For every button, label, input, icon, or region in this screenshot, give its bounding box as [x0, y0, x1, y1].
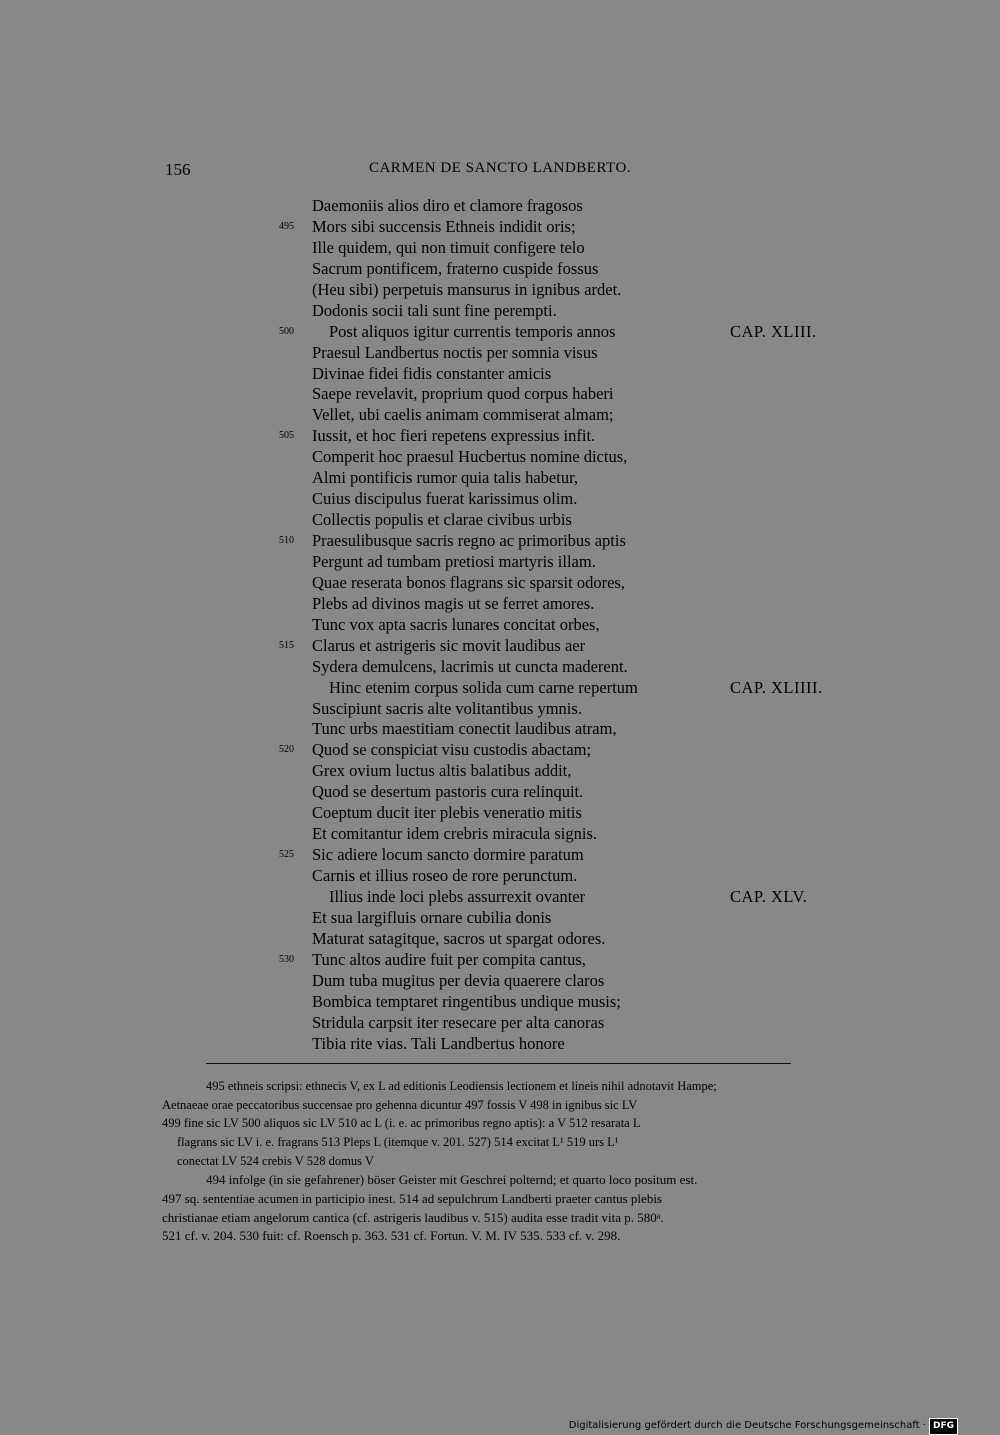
- verse-line: [0, 196, 1000, 217]
- funding-credit: [569, 1418, 958, 1433]
- verse-text: Mors sibi succensis Ethneis indidit oris;: [312, 216, 576, 236]
- verse-text: Tunc vox apta sacris lunares concitat orbes,: [312, 614, 600, 634]
- verse-text: Tunc urbs maestitiam conectit laudibus atram,: [312, 719, 617, 739]
- page-header: [0, 160, 1000, 182]
- verse-text: Praesul Landbertus noctis per somnia visus: [312, 342, 598, 362]
- verse-number: 525: [279, 849, 294, 861]
- verse-line: [0, 510, 1000, 531]
- verse-number: 510: [279, 535, 294, 546]
- verse-text: Pergunt ad tumbam pretiosi martyris illam.: [312, 551, 596, 571]
- verse-text: Et comitantur idem crebris miracula signis.: [312, 824, 598, 844]
- verse-text: Tibia rite vias. Tali Landbertus honore: [312, 1033, 565, 1053]
- verse-text: Suscipiunt sacris alte volitantibus ymnis.: [312, 698, 582, 718]
- critical-note-line: flagrans sic LV i. e. fragrans 513 Pleps L (itemque v. 201. 527) 514 excitat L¹ 519 urs L¹: [177, 1135, 619, 1150]
- verse-line: [0, 866, 1000, 887]
- verse-line: [0, 678, 1000, 699]
- page-number: 156: [165, 160, 191, 179]
- verse-text: Almi pontificis rumor quia talis habetur,: [312, 468, 579, 488]
- verse-line: [0, 615, 1000, 636]
- verse-number: 495: [279, 220, 294, 232]
- verse-text: Saepe revelavit, proprium quod corpus haberi: [312, 384, 614, 404]
- footnote-rule: [206, 1063, 791, 1064]
- verse-line: [0, 657, 1000, 678]
- verse-line: [0, 384, 1000, 405]
- verse-line: [0, 636, 1000, 657]
- explanatory-note-line: 494 infolge (in sie gefahrener) böser Geister mit Geschrei polternd; et quarto loco positum est.: [206, 1172, 698, 1187]
- verse-line: [0, 782, 1000, 803]
- verse-line: [0, 301, 1000, 322]
- verse-text: Illius inde loci plebs assurrexit ovanter: [329, 886, 586, 906]
- verse-line: [0, 364, 1000, 385]
- verse-line: [0, 803, 1000, 824]
- verse-text: Cuius discipulus fuerat karissimus olim.: [312, 489, 578, 509]
- verse-line: [0, 343, 1000, 364]
- verse-text: (Heu sibi) perpetuis mansurus in ignibus ardet.: [312, 279, 622, 299]
- verse-line: [0, 594, 1000, 615]
- verse-line: [0, 971, 1000, 992]
- verse-text: Quod se desertum pastoris cura relinquit.: [312, 782, 584, 802]
- verse-text: Maturat satagitque, sacros ut spargat odores.: [312, 928, 606, 948]
- funding-credit-text: Digitalisierung gefördert durch die Deutsche Forschungsgemeinschaft ·: [568, 1420, 926, 1431]
- verse-line: [0, 761, 1000, 782]
- explanatory-note-line: christianae etiam angelorum cantica (cf. astrigeris laudibus v. 515) audita esse tradit vita p. 580ᵃ.: [162, 1209, 664, 1225]
- verse-line: [0, 824, 1000, 845]
- verse-text: Grex ovium luctus altis balatibus addit,: [312, 761, 572, 781]
- explanatory-note-line: 521 cf. v. 204. 530 fuit: cf. Roensch p. 363. 531 cf. Fortun. V. M. IV 535. 533 cf. v. 298.: [162, 1228, 621, 1244]
- verse-line: [0, 573, 1000, 594]
- verse-number: 515: [279, 639, 294, 651]
- explanatory-notes: [162, 1171, 835, 1246]
- verse-text: Hinc etenim corpus solida cum carne repertum: [329, 677, 638, 697]
- critical-note-line: 499 fine sic LV 500 aliquos sic LV 510 ac L (i. e. ac primoribus regno aptis): a V 512 resarata L: [162, 1116, 641, 1131]
- verse-text: Praesulibusque sacris regno ac primoribus aptis: [312, 531, 626, 550]
- verse-text: Daemoniis alios diro et clamore fragosos: [312, 196, 583, 215]
- verse-number: 505: [279, 430, 294, 442]
- verse-text: Quae reserata bonos flagrans sic sparsit odores,: [312, 572, 625, 592]
- poem-text: [0, 196, 1000, 1054]
- verse-line: [0, 217, 1000, 238]
- dfg-logo: DFG: [929, 1418, 958, 1435]
- verse-number: 530: [279, 953, 294, 965]
- verse-text: Dodonis socii tali sunt fine perempti.: [312, 300, 557, 320]
- verse-line: [0, 950, 1000, 971]
- verse-line: [0, 1013, 1000, 1034]
- verse-text: Bombica temptaret ringentibus undique musis;: [312, 991, 621, 1011]
- chapter-marker: CAP. XLIIII.: [730, 677, 823, 697]
- critical-note-line: Aetnaeae orae peccatoribus succensae pro gehenna dicuntur 497 fossis V 498 in ignibus sic LV: [162, 1097, 638, 1112]
- chapter-marker: CAP. XLV.: [730, 886, 808, 906]
- verse-text: Ille quidem, qui non timuit configere telo: [312, 237, 585, 257]
- verse-line: [0, 929, 1000, 950]
- verse-text: Dum tuba mugitus per devia quaerere claros: [312, 970, 605, 990]
- verse-line: [0, 322, 1000, 343]
- verse-text: Divinae fidei fidis constanter amicis: [312, 363, 552, 383]
- verse-line: [0, 531, 1000, 552]
- verse-text: Quod se conspiciat visu custodis abactam;: [312, 740, 592, 760]
- verse-line: [0, 489, 1000, 510]
- verse-text: Vellet, ubi caelis animam commiserat almam;: [312, 405, 614, 425]
- verse-line: [0, 238, 1000, 259]
- verse-text: Coeptum ducit iter plebis veneratio mitis: [312, 803, 582, 823]
- verse-line: [0, 405, 1000, 426]
- verse-line: [0, 259, 1000, 280]
- verse-text: Iussit, et hoc fieri repetens expressius infit.: [312, 426, 596, 446]
- critical-note-line: 495 ethneis scripsi: ethnecis V, ex L ad editionis Leodiensis lectionem et lineis nihil adnotavit Hampe;: [206, 1079, 717, 1093]
- verse-line: [0, 426, 1000, 447]
- verse-text: Et sua largifluis ornare cubilia donis: [312, 907, 552, 927]
- verse-line: [0, 719, 1000, 740]
- explanatory-note-line: 497 sq. sententiae acumen in participio inest. 514 ad sepulchrum Landberti praeter cantus plebis: [162, 1190, 662, 1206]
- verse-line: [0, 447, 1000, 468]
- verse-line: [0, 468, 1000, 489]
- critical-apparatus: [162, 1077, 835, 1170]
- verse-line: [0, 992, 1000, 1013]
- verse-text: Post aliquos igitur currentis temporis annos: [329, 321, 616, 341]
- verse-text: Carnis et illius roseo de rore perunctum.: [312, 866, 578, 885]
- verse-text: Sacrum pontificem, fraterno cuspide fossus: [312, 258, 599, 278]
- verse-number: 500: [279, 325, 294, 337]
- verse-line: [0, 1034, 1000, 1055]
- verse-line: [0, 552, 1000, 573]
- verse-text: Stridula carpsit iter resecare per alta canoras: [312, 1012, 605, 1032]
- verse-line: [0, 280, 1000, 301]
- verse-line: [0, 845, 1000, 866]
- running-title: CARMEN DE SANCTO LANDBERTO.: [368, 160, 632, 176]
- verse-line: [0, 699, 1000, 720]
- verse-line: [0, 887, 1000, 908]
- verse-text: Sic adiere locum sancto dormire paratum: [312, 845, 584, 865]
- chapter-marker: CAP. XLIII.: [730, 321, 817, 341]
- verse-text: Plebs ad divinos magis ut se ferret amores.: [312, 593, 595, 613]
- verse-text: Sydera demulcens, lacrimis ut cuncta maderent.: [312, 656, 628, 676]
- verse-text: Collectis populis et clarae civibus urbis: [312, 510, 572, 530]
- verse-line: [0, 740, 1000, 761]
- verse-text: Tunc altos audire fuit per compita cantus,: [312, 949, 586, 969]
- verse-text: Comperit hoc praesul Hucbertus nomine dictus,: [312, 447, 628, 467]
- verse-number: 520: [279, 744, 294, 756]
- verse-line: [0, 908, 1000, 929]
- verse-text: Clarus et astrigeris sic movit laudibus aer: [312, 635, 586, 655]
- critical-note-line: conectat LV 524 crebis V 528 domus V: [177, 1153, 374, 1168]
